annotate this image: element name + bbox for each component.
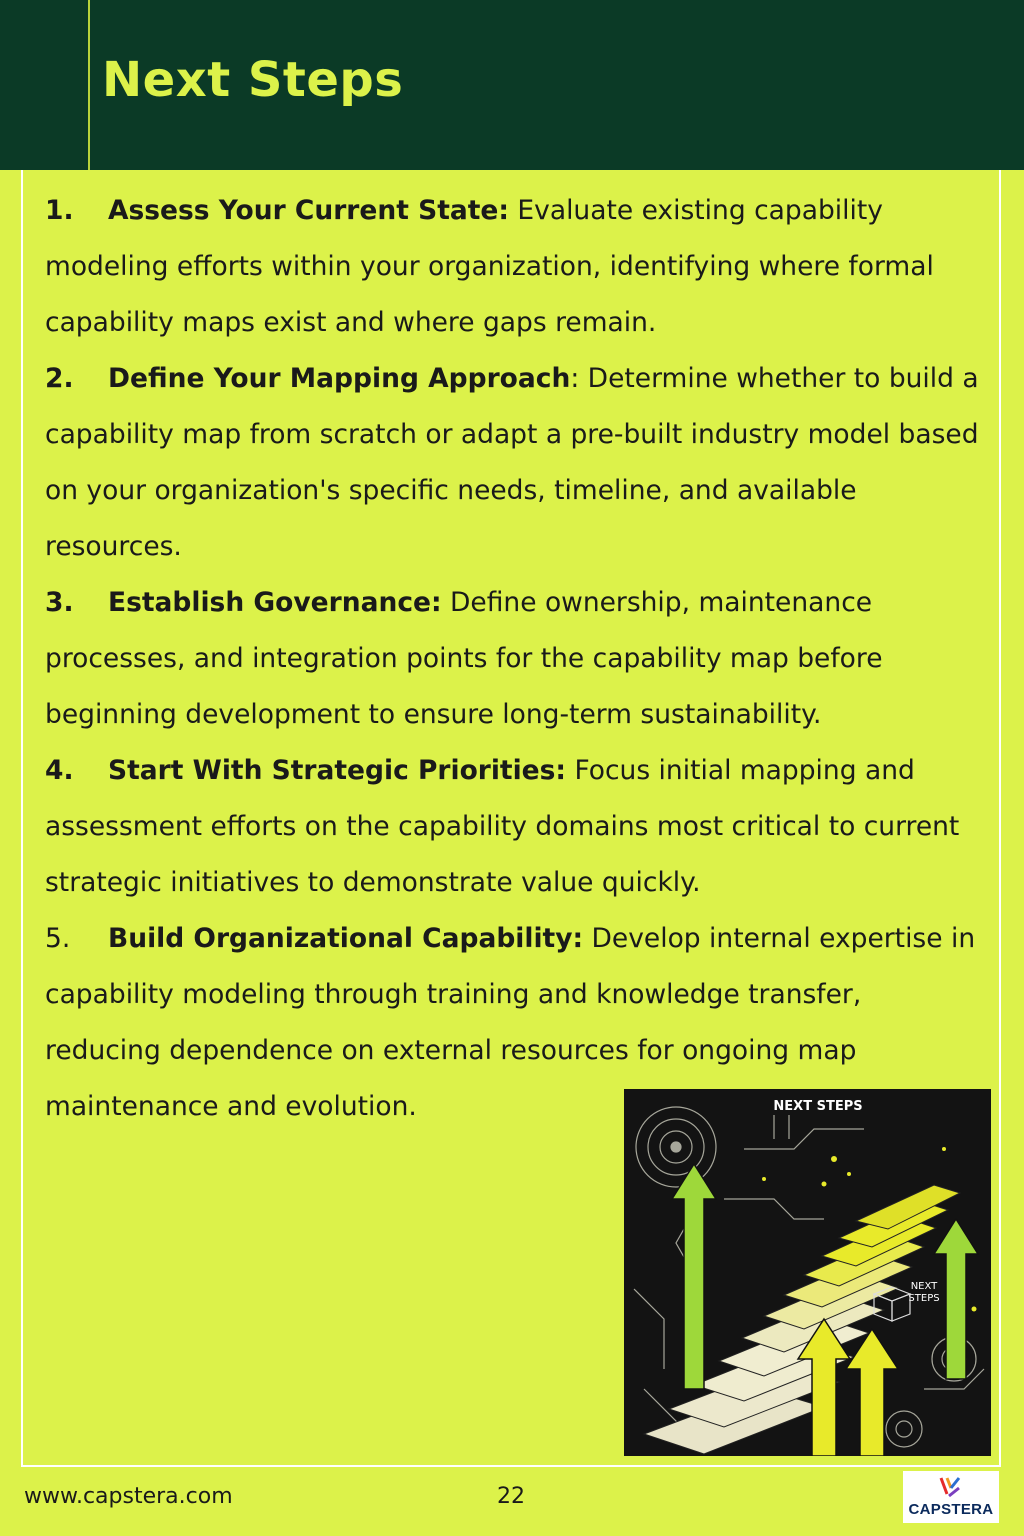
step-text: Focus initial mapping and assessment efforts on the capability domains most critical to current strategic initiatives to demonstrate value quickly. (45, 755, 960, 898)
step-number: 3. (45, 587, 74, 618)
step-heading: Build Organizational Capability: (108, 923, 584, 954)
step-number: 1. (45, 195, 74, 226)
step-text: : Determine whether to build a capability map from scratch or adapt a pre-built industry model based on your organization's specific needs, timeline, and available resources. (45, 363, 979, 562)
illustration-banner: NEXT STEPS (773, 1099, 863, 1114)
steps-list (45, 183, 985, 1135)
step-number: 5. (45, 923, 71, 954)
step-item (45, 575, 985, 743)
page-number: 22 (497, 1484, 525, 1509)
staircase-graphic (624, 1089, 991, 1456)
step-text: Define ownership, maintenance processes, and integration points for the capability map before beginning development to ensure long-term sustainability. (45, 587, 883, 730)
illustration-sign-line2: STEPS (908, 1293, 940, 1304)
step-number: 4. (45, 755, 74, 786)
step-heading: Start With Strategic Priorities: (108, 755, 567, 786)
illustration-sign-line1: NEXT (910, 1281, 938, 1292)
capstera-logo-text: CAPSTERA (908, 1501, 994, 1518)
step-heading: Assess Your Current State: (108, 195, 509, 226)
step-number: 2. (45, 363, 74, 394)
page-title: Next Steps (102, 52, 404, 108)
step-text: Develop internal expertise in capability modeling through training and knowledge transfer, reducing dependence on external resources for ongoing map maintenance and evolution. (45, 923, 976, 1122)
step-heading: Establish Governance: (108, 587, 442, 618)
step-text: Evaluate existing capability modeling efforts within your organization, identifying where formal capability maps exist and where gaps remain. (45, 195, 934, 338)
capstera-logo (903, 1471, 999, 1523)
step-item (45, 351, 985, 575)
header-divider (88, 0, 90, 170)
step-item (45, 743, 985, 911)
step-item (45, 183, 985, 351)
footer-url[interactable]: www.capstera.com (24, 1484, 233, 1509)
header-bar (0, 0, 1024, 170)
step-heading: Define Your Mapping Approach (108, 363, 571, 394)
capstera-logo-icon (937, 1474, 965, 1500)
next-steps-illustration (624, 1089, 991, 1456)
